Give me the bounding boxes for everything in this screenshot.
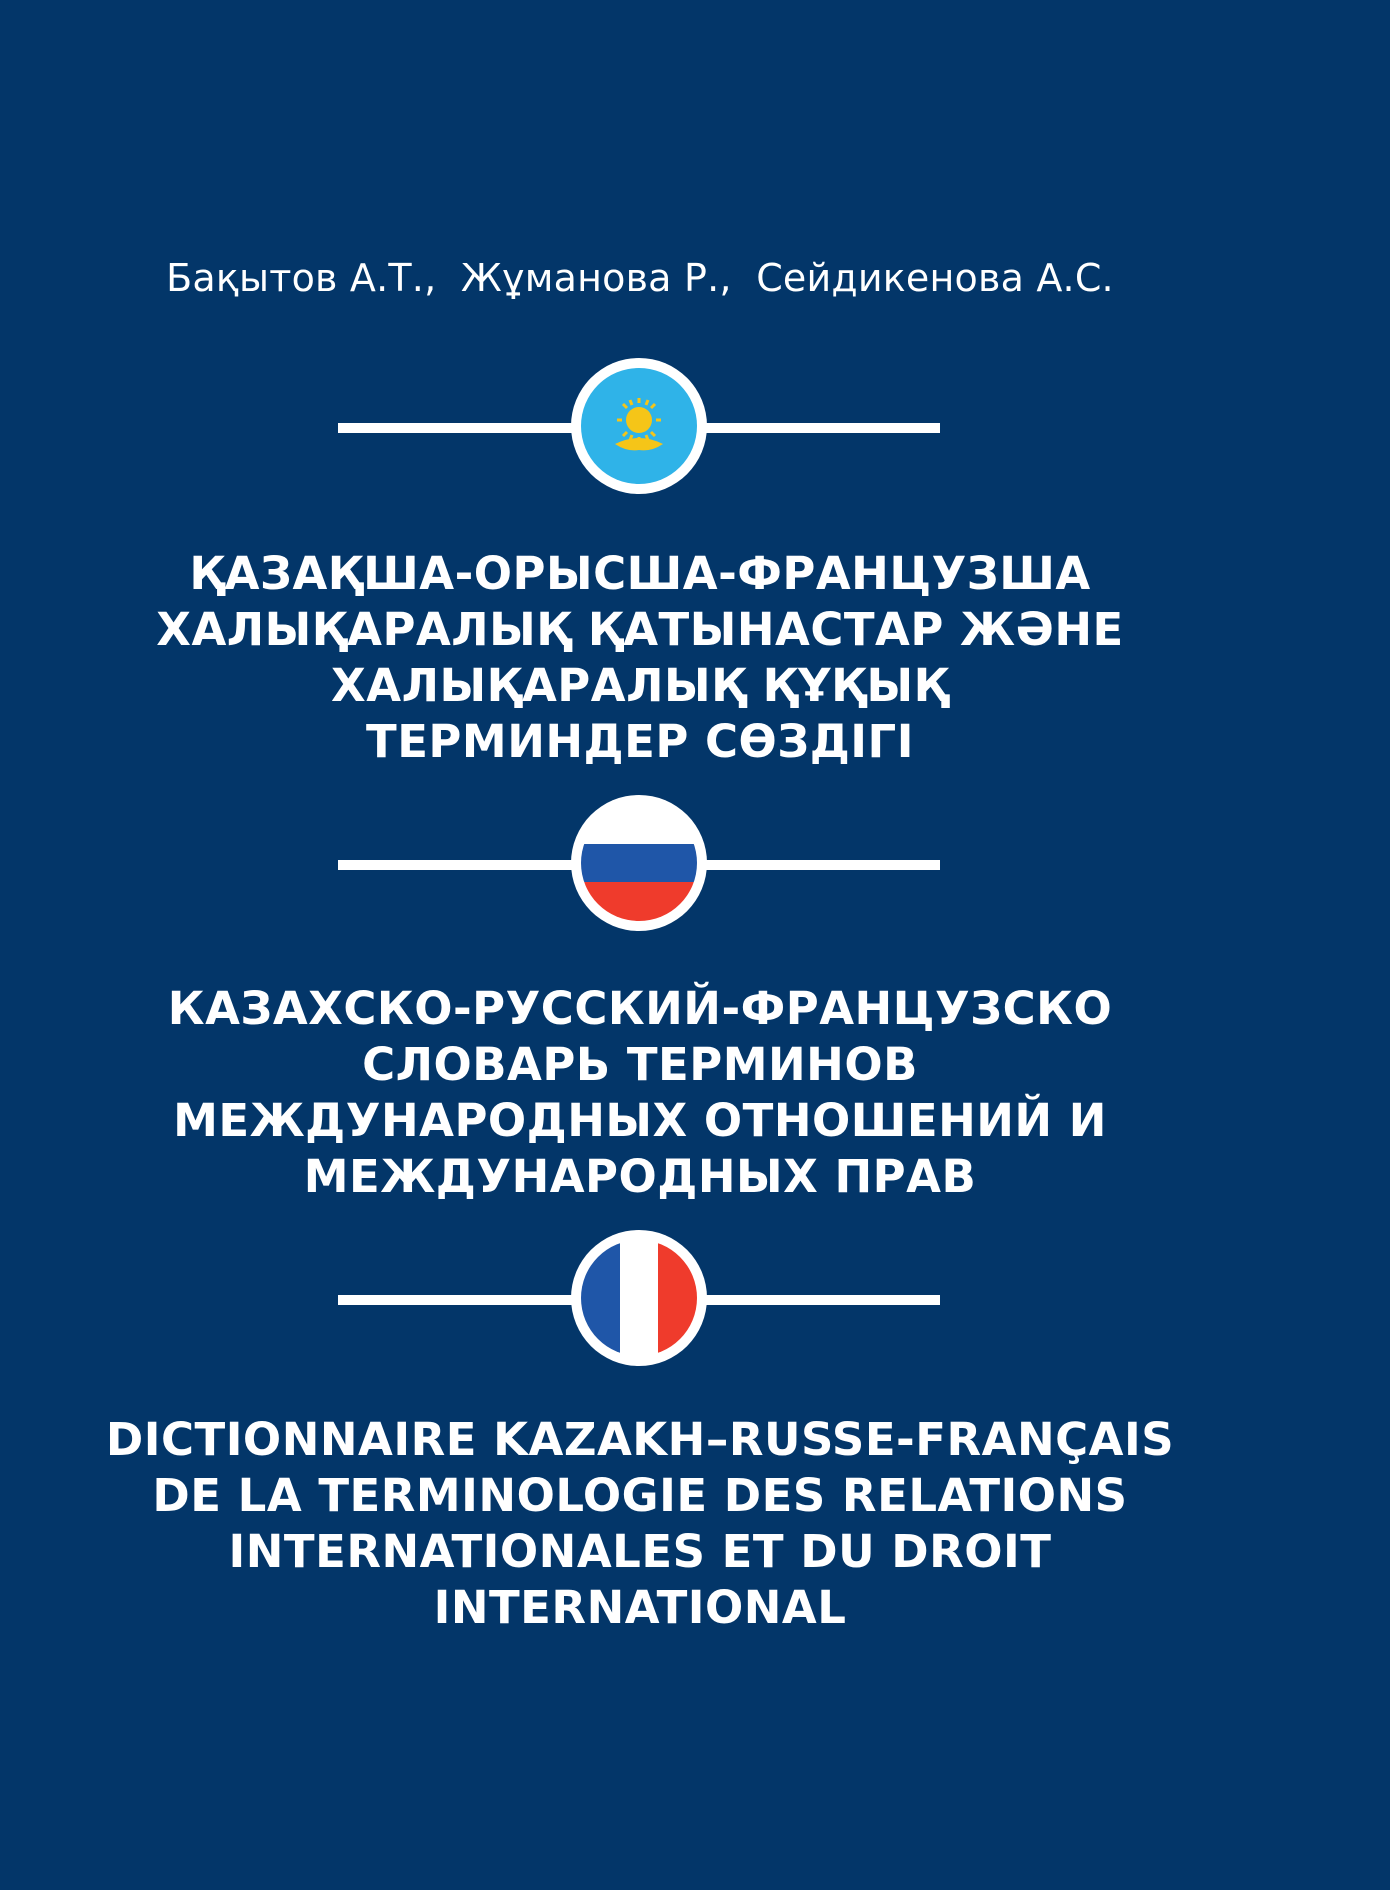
- title-russian-line-2: СЛОВАРЬ ТЕРМИНОВ: [362, 1038, 918, 1091]
- title-kazakh-line-2: ХАЛЫҚАРАЛЫҚ ҚАТЫНАСТАР ЖӘНЕ: [156, 603, 1124, 656]
- author-2: Жұманова Р.,: [460, 256, 732, 300]
- title-french-line-3: INTERNATIONALES ET DU DROIT: [228, 1525, 1052, 1578]
- title-french-line-4: INTERNATIONAL: [433, 1581, 847, 1634]
- flag-disc: [571, 1230, 707, 1366]
- kazakh-flag-divider: [338, 358, 940, 498]
- author-1: Бақытов А.Т.,: [166, 256, 437, 300]
- title-french-line-2: DE LA TERMINOLOGIE DES RELATIONS: [152, 1469, 1128, 1522]
- russian-flag-divider: [338, 795, 940, 935]
- title-kazakh-line-4: ТЕРМИНДЕР СӨЗДІГІ: [366, 715, 914, 768]
- title-russian-line-4: МЕЖДУНАРОДНЫХ ПРАВ: [303, 1150, 977, 1203]
- authors-line: [0, 256, 1280, 300]
- france-flag-icon: [581, 1240, 697, 1356]
- kazakhstan-flag-icon: [581, 368, 697, 484]
- russia-flag-icon: [581, 805, 697, 921]
- title-french: [0, 1412, 1280, 1636]
- title-kazakh: [0, 546, 1280, 770]
- title-russian-line-3: МЕЖДУНАРОДНЫХ ОТНОШЕНИЙ И: [173, 1094, 1107, 1147]
- title-russian: [0, 981, 1280, 1205]
- title-kazakh-line-1: ҚАЗАҚША-ОРЫСША-ФРАНЦУЗША: [189, 547, 1091, 600]
- title-kazakh-line-3: ХАЛЫҚАРАЛЫҚ ҚҰҚЫҚ: [331, 659, 949, 712]
- title-french-line-1: DICTIONNAIRE KAZAKH–RUSSE-FRANÇAIS: [105, 1413, 1175, 1466]
- french-flag-divider: [338, 1230, 940, 1370]
- title-russian-line-1: КАЗАХСКО-РУССКИЙ-ФРАНЦУЗСКО: [167, 982, 1113, 1035]
- author-3: Сейдикенова А.С.: [756, 256, 1114, 300]
- flag-disc: [571, 795, 707, 931]
- flag-disc: [571, 358, 707, 494]
